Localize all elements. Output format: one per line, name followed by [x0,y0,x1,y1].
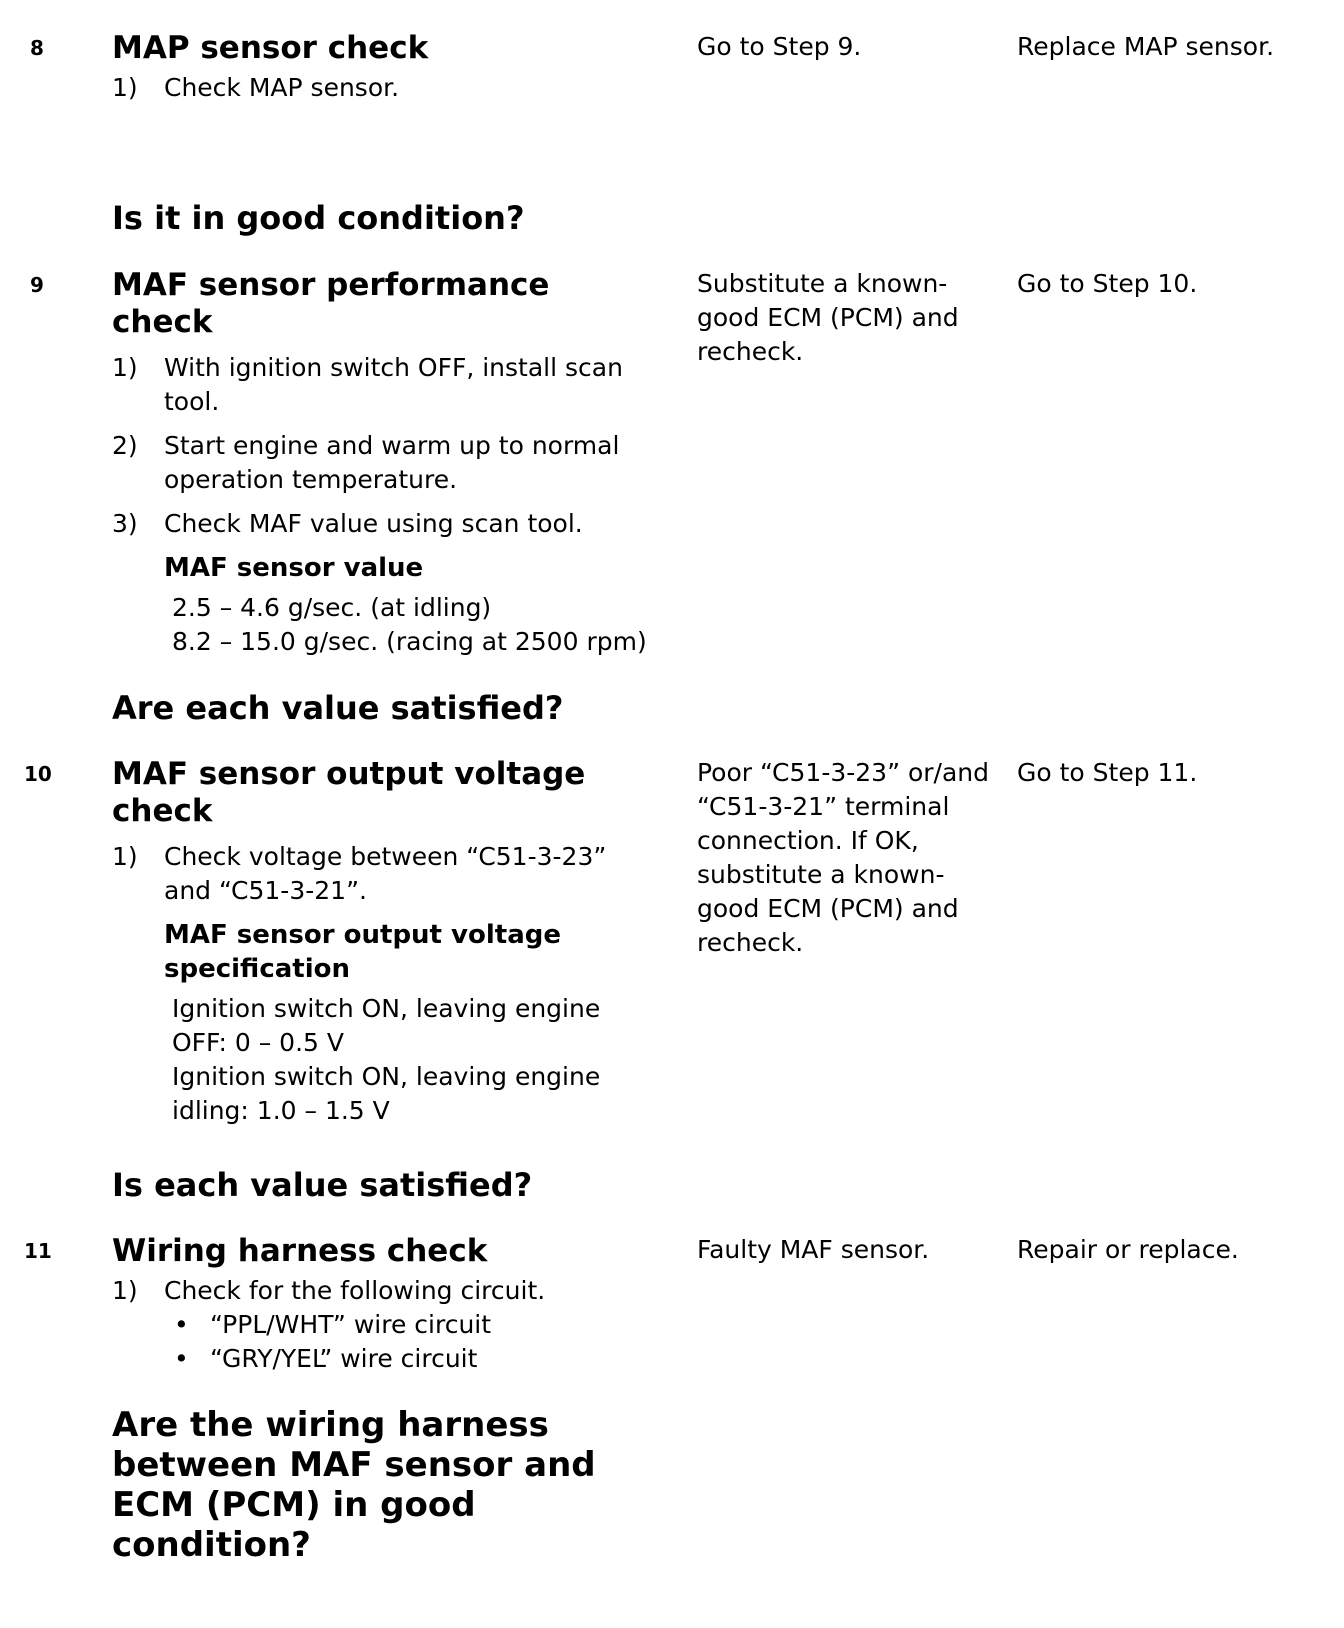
step-title: MAP sensor check [112,30,429,66]
spec-title: MAF sensor value [164,553,424,583]
item-text: Check MAF value using scan tool. [164,509,583,538]
no-result: Repair or replace. [1017,1235,1239,1264]
item-number: 1) [112,1276,138,1305]
yes-result: Poor “C51-3-23” or/and “C51-3-21” terminal connection. If OK, substitute a known-good ECM (PCM) and recheck. [697,758,990,957]
step-action [112,267,657,659]
item-number: 1) [112,353,138,382]
item-number: 1) [112,73,138,102]
bullet-text: “PPL/WHT” wire circuit [210,1310,492,1339]
item-text: Check for the following circuit. [164,1276,546,1305]
item-text: Check voltage between “C51-3-23” and “C51-3-21”. [164,842,607,905]
yes-result: Faulty MAF sensor. [697,1235,930,1264]
bullet-item [164,1342,657,1376]
yes-result: Go to Step 9. [697,32,862,61]
step-number: 11 [24,1239,52,1263]
bullet-icon: • [174,1344,189,1373]
item-number: 1) [112,842,138,871]
item-text: With ignition switch OFF, install scan tool. [164,353,623,416]
bullet-item [164,1308,657,1342]
step-action [112,756,657,1128]
item-text: Start engine and warm up to normal operation temperature. [164,431,620,494]
step-question: Is each value satisfied? [112,1166,533,1204]
step-item [112,429,657,497]
step-item [112,1274,657,1308]
spec-title: MAF sensor output voltage specification [164,920,561,984]
step-action [112,1233,657,1376]
bullet-icon: • [174,1310,189,1339]
step-number: 8 [30,36,44,60]
step-number: 9 [30,273,44,297]
spec-line: 8.2 – 15.0 g/sec. (racing at 2500 rpm) [172,627,647,656]
step-title: MAF sensor output voltage check [112,756,586,829]
bullet-text: “GRY/YEL” wire circuit [210,1344,478,1373]
step-number: 10 [24,762,52,786]
no-result: Go to Step 10. [1017,269,1198,298]
item-number: 3) [112,509,138,538]
step-question: Is it in good condition? [112,199,525,237]
step-item [112,351,657,419]
step-question: Are the wiring harness between MAF sensor and ECM (PCM) in good condition? [112,1405,596,1565]
spec-line: Ignition switch ON, leaving engine OFF: 0 – 0.5 V [172,994,601,1057]
step-item [112,71,657,105]
step-action [112,30,657,105]
step-title: MAF sensor performance check [112,267,550,340]
item-text: Check MAP sensor. [164,73,400,102]
no-result: Replace MAP sensor. [1017,32,1275,61]
step-title: Wiring harness check [112,1233,488,1269]
step-item [112,507,657,541]
step-item [112,840,657,908]
spec-line: 2.5 – 4.6 g/sec. (at idling) [172,593,492,622]
spec-line: Ignition switch ON, leaving engine idling: 1.0 – 1.5 V [172,1062,601,1125]
no-result: Go to Step 11. [1017,758,1198,787]
yes-result: Substitute a known-good ECM (PCM) and recheck. [697,269,959,366]
step-question: Are each value satisfied? [112,689,564,727]
item-number: 2) [112,431,138,460]
